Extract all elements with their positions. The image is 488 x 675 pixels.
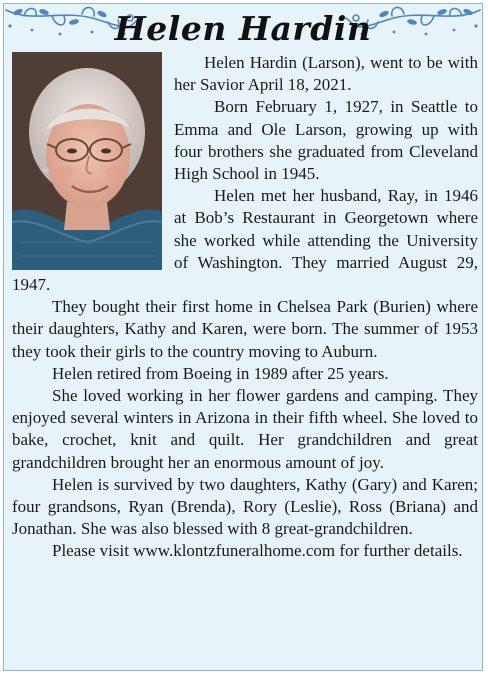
obituary-paragraph: Helen met her husband, Ray, in 1946 at Bob’s Restaurant in Georgetown where she worked while attending the University of Washington. They married August 29, 1947. (12, 186, 478, 295)
obituary-paragraph: She loved working in her flower gardens and camping. They enjoyed several winters in Arizona in their fifth wheel. She loved to bake, crochet, knit and quilt. Her grandchildren and great grandchildren brought her an enormous amount of joy. (12, 386, 478, 472)
obituary-paragraph: Helen retired from Boeing in 1989 after 25 years. (52, 363, 389, 383)
obituary-paragraph: Helen Hardin (Larson), went to be with her Savior April 18, 2021. (174, 53, 478, 95)
obituary-body (12, 52, 478, 563)
obituary-paragraph: Born February 1, 1927, in Seattle to Emma and Ole Larson, growing up with four brothers she graduated from Cleveland High School in 1945. (174, 97, 478, 184)
portrait-photo (12, 52, 162, 270)
obituary-paragraph: Helen is survived by two daughters, Kathy (Gary) and Karen; four grandsons, Ryan (Brenda), Rory (Leslie), Ross (Briana) and Jonathan. She was also blessed with 8 great-grandchildren. (12, 474, 478, 539)
obituary-card (3, 3, 483, 671)
obituary-paragraph: Please visit www.klontzfuneralhome.com for further details. (52, 541, 463, 561)
obituary-paragraph: They bought their first home in Chelsea Park (Burien) where their daughters, Kathy and Karen, were born. The summer of 1953 they took their girls to the country moving to Auburn. (12, 297, 478, 361)
portrait-illustration (12, 52, 162, 270)
obituary-title: Helen Hardin (114, 9, 372, 48)
